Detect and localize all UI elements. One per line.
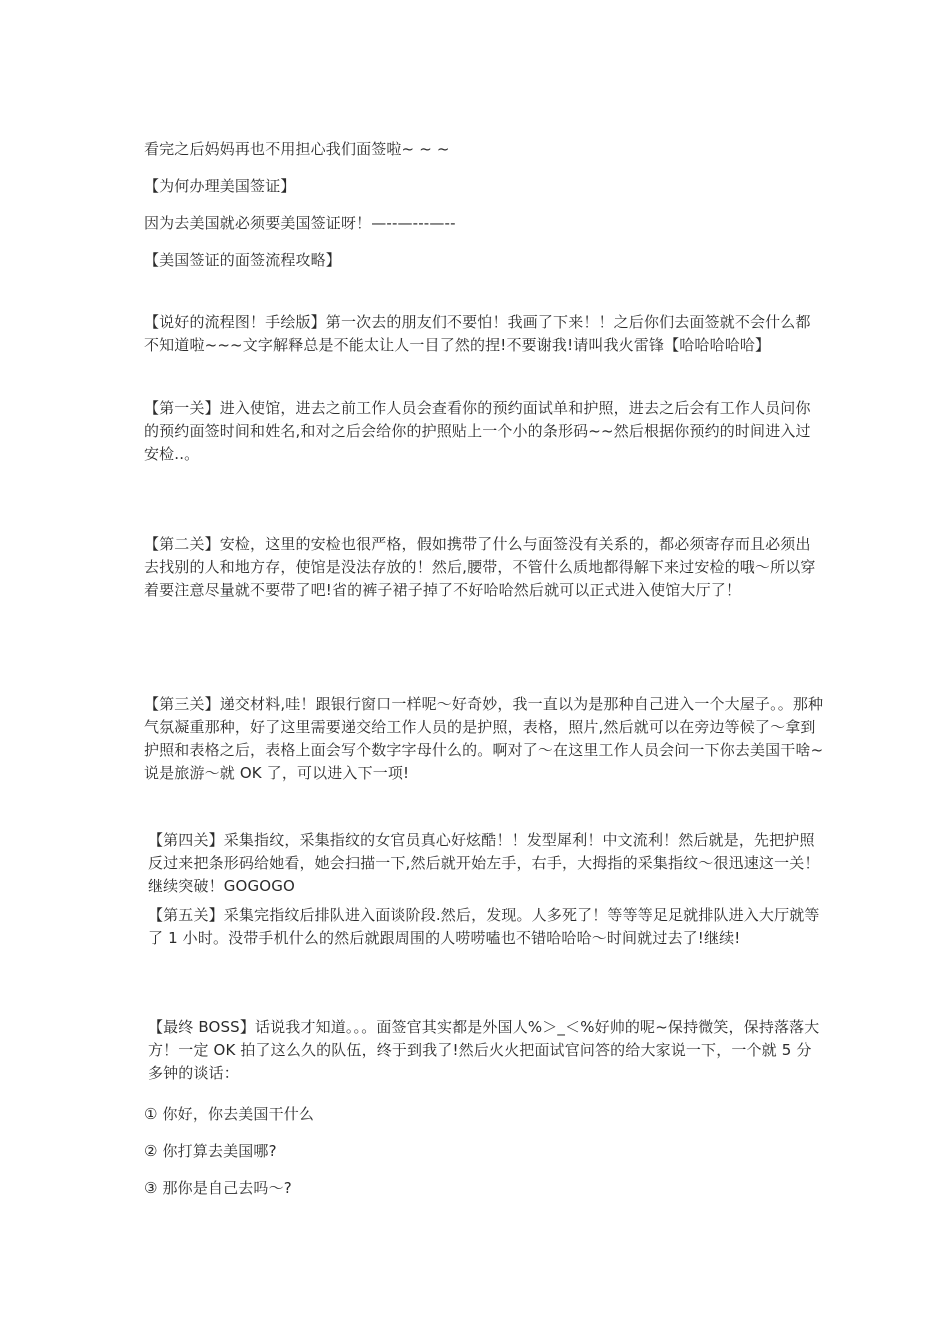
question-1: ① 你好，你去美国干什么 — [144, 1105, 315, 1123]
intro-line: 看完之后妈妈再也不用担心我们面签啦~ ~ ~ — [144, 140, 450, 158]
question-3: ③ 那你是自己去吗～? — [144, 1179, 292, 1197]
question-2: ② 你打算去美国哪? — [144, 1142, 277, 1160]
section-heading-interview-guide: 【美国签证的面签流程攻略】 — [144, 251, 341, 269]
paragraph-stage-4: 【第四关】采集指纹，采集指纹的女官员真心好炫酷！！发型犀利！中文流利！然后就是，先把护照反过来把条形码给她看，她会扫描一下,然后就开始左手，右手，大拇指的采集指纹～很迅速这一关！继续突破！GOGOGO — [148, 831, 820, 895]
paragraph-stage-1: 【第一关】进入使馆，进去之前工作人员会查看你的预约面试单和护照，进去之后会有工作人员问你的预约面签时间和姓名,和对之后会给你的护照贴上一个小的条形码~~然后根据你预约的时间进入过安检..。 — [144, 399, 811, 463]
section-heading-why-visa: 【为何办理美国签证】 — [144, 177, 296, 195]
why-visa-answer: 因为去美国就必须要美国签证呀！—--—---—-- — [144, 214, 456, 232]
paragraph-stage-5: 【第五关】采集完指纹后排队进入面谈阶段.然后，发现。人多死了！等等等足足就排队进入大厅就等了 1 小时。没带手机什么的然后就跟周围的人唠唠嗑也不错哈哈哈～时间就过去了!继续! — [148, 906, 820, 947]
paragraph-stage-2: 【第二关】安检，这里的安检也很严格，假如携带了什么与面签没有关系的，都必须寄存而且必须出去找别的人和地方存，使馆是没法存放的！然后,腰带，不管什么质地都得解下来过安检的哦～所以穿着要注意尽量就不要带了吧!省的裤子裙子掉了不好哈哈然后就可以正式进入使馆大厅了！ — [144, 535, 816, 599]
paragraph-stage-3: 【第三关】递交材料,哇！跟银行窗口一样呢～好奇妙，我一直以为是那种自己进入一个大屋子。。那种气氛凝重那种，好了这里需要递交给工作人员的是护照，表格，照片,然后就可以在旁边等候了～拿到护照和表格之后，表格上面会写个数字字母什么的。啊对了～在这里工作人员会问一下你去美国干啥~说是旅游～就 OK 了，可以进入下一项! — [144, 695, 824, 782]
paragraph-final-boss: 【最终 BOSS】话说我才知道。。。面签官其实都是外国人%＞_＜%好帅的呢~保持微笑，保持落落大方！一定 OK 拍了这么久的队伍，终于到我了!然后火火把面试官问答的给大家说一下，一个就 5 分多钟的谈话： — [148, 1018, 820, 1082]
paragraph-flowchart: 【说好的流程图！手绘版】第一次去的朋友们不要怕！我画了下来！！之后你们去面签就不会什么都不知道啦~~~文字解释总是不能太让人一目了然的捏!不要谢我!请叫我火雷锋【哈哈哈哈哈】 — [144, 313, 811, 354]
